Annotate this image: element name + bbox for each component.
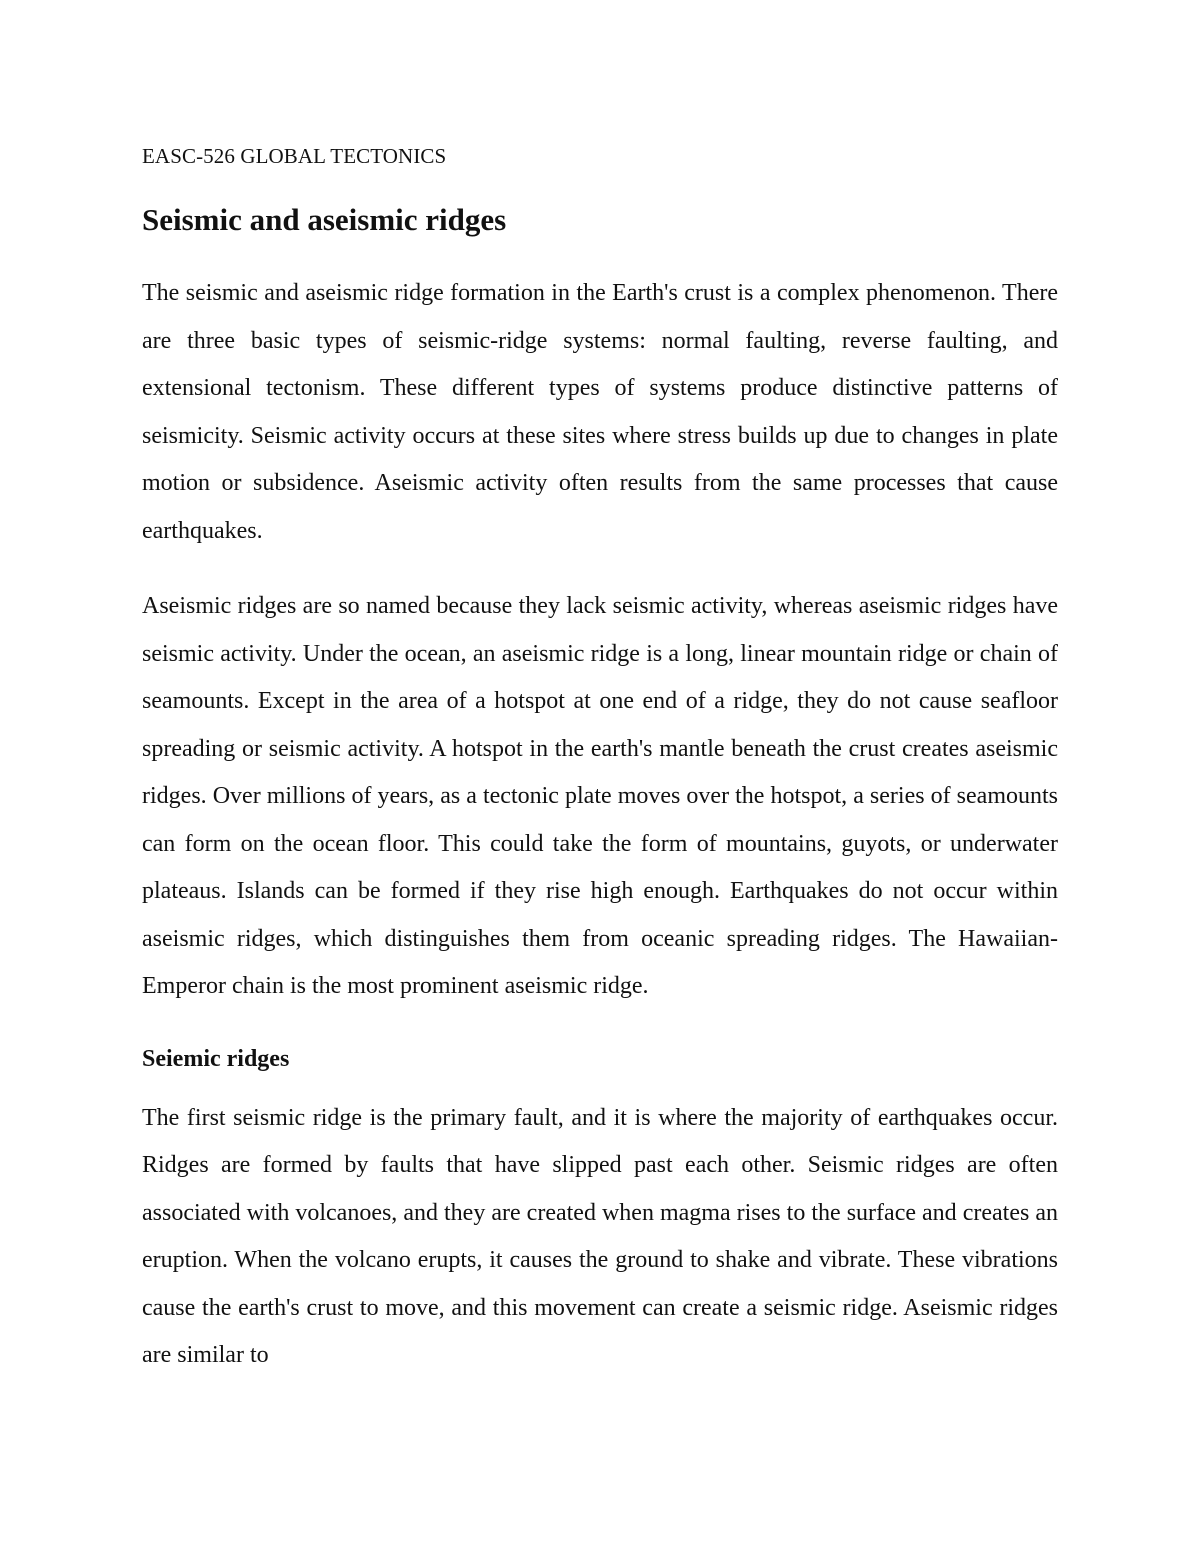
document-page xyxy=(142,142,1058,1380)
document-title: Seismic and aseismic ridges xyxy=(142,202,507,237)
paragraph-intro: The seismic and aseismic ridge formation in the Earth's crust is a complex phenomenon. There are three basic types of seismic-ridge systems: normal faulting, reverse faulting, and extensional tectonism. These different types of systems produce distinctive patterns of seismicity. Seismic activity occurs at these sites where stress builds up due to changes in plate motion or subsidence. Aseismic activity often results from the same processes that cause earthquakes. xyxy=(142,280,1058,544)
course-code: EASC-526 GLOBAL TECTONICS xyxy=(142,144,447,168)
paragraph-aseismic: Aseismic ridges are so named because they lack seismic activity, whereas aseismic ridges have seismic activity. Under the ocean, an aseismic ridge is a long, linear mountain ridge or chain of seamounts. Except in the area of a hotspot at one end of a ridge, they do not cause seafloor spreading or seismic activity. A hotspot in the earth's mantle beneath the crust creates aseismic ridges. Over millions of years, as a tectonic plate moves over the hotspot, a series of seamounts can form on the ocean floor. This could take the form of mountains, guyots, or underwater plateaus. Islands can be formed if they rise high enough. Earthquakes do not occur within aseismic ridges, which distinguishes them from oceanic spreading ridges. The Hawaiian-Emperor chain is the most prominent aseismic ridge. xyxy=(142,593,1058,999)
section-heading: Seiemic ridges xyxy=(142,1045,290,1072)
paragraph-seismic: The first seismic ridge is the primary fault, and it is where the majority of earthquakes occur. Ridges are formed by faults that have slipped past each other. Seismic ridges are often associated with volcanoes, and they are created when magma rises to the surface and creates an eruption. When the volcano erupts, it causes the ground to shake and vibrate. These vibrations cause the earth's crust to move, and this movement can create a seismic ridge. Aseismic ridges are similar to xyxy=(142,1104,1058,1368)
